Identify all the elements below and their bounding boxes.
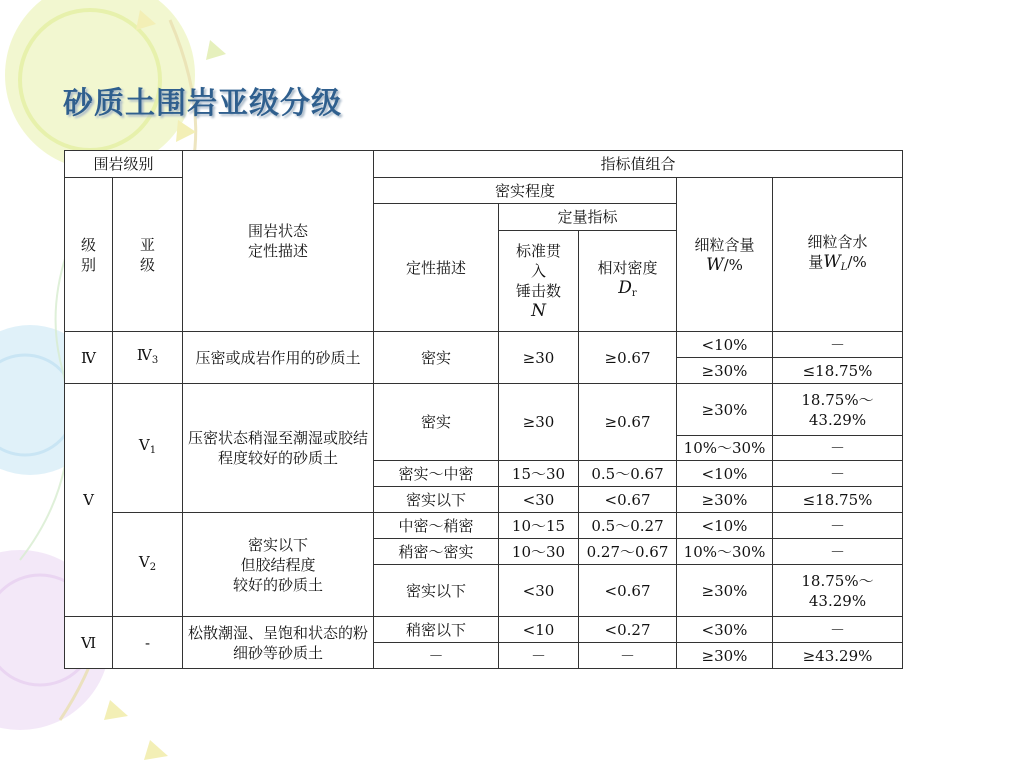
fines-cell: ≥30% [677,643,773,669]
fines-cell: <10% [677,461,773,487]
n-cell: ≥30 [499,384,579,461]
dr-cell: ≥0.67 [579,332,677,384]
water-cell: － [773,539,903,565]
fines-cell: ≥30% [677,487,773,513]
qual-cell: 密实 [374,332,499,384]
dr-cell: 0.5～0.67 [579,461,677,487]
dr-cell: 0.5～0.27 [579,513,677,539]
n-cell: <10 [499,617,579,643]
fines-cell: ≥30% [677,358,773,384]
fines-cell: ≥30% [677,384,773,436]
grade-cell: Ⅳ [65,332,113,384]
water-cell: － [773,513,903,539]
fines-cell: <30% [677,617,773,643]
water-cell: ≤18.75% [773,487,903,513]
water-cell: － [773,332,903,358]
header-subgrade: 亚 级 [113,178,183,332]
fines-cell: 10%～30% [677,436,773,461]
n-cell: <30 [499,565,579,617]
desc-cell: 松散潮湿、呈饱和状态的粉细砂等砂质土 [183,617,374,669]
subgrade-cell: $Ⅳ_3$ [113,332,183,384]
header-grade: 级 别 [65,178,113,332]
n-cell: <30 [499,487,579,513]
grade-cell: Ⅴ [65,384,113,617]
header-rel-density: 相对密度 $D_r$ [579,231,677,332]
dr-cell: <0.67 [579,565,677,617]
qual-cell: 中密～稍密 [374,513,499,539]
header-spt: 标准贯 入 锤击数 N [499,231,579,332]
dr-cell: <0.67 [579,487,677,513]
qual-cell: 密实以下 [374,565,499,617]
water-cell: － [773,436,903,461]
n-cell: － [499,643,579,669]
fines-cell: 10%～30% [677,539,773,565]
dr-cell: 0.27～0.67 [579,539,677,565]
header-rock-grade: 围岩级别 [65,151,183,178]
n-cell: ≥30 [499,332,579,384]
grade-cell: Ⅵ [65,617,113,669]
header-quant-index: 定量指标 [499,204,677,231]
header-fines-water: 细粒含水 量$W_L/\%$ [773,178,903,332]
table-row [65,513,903,539]
table-row [65,384,903,436]
n-cell: 15～30 [499,461,579,487]
qual-cell: 稍密以下 [374,617,499,643]
water-cell: 18.75%～43.29% [773,384,903,436]
subgrade-cell: $Ⅴ_1$ [113,384,183,513]
header-compactness: 密实程度 [374,178,677,204]
fines-cell: ≥30% [677,565,773,617]
n-cell: 10～30 [499,539,579,565]
fines-cell: <10% [677,332,773,358]
qual-cell: － [374,643,499,669]
header-state-desc: 围岩状态 定性描述 [183,151,374,332]
water-cell: 18.75%～43.29% [773,565,903,617]
water-cell: ≥43.29% [773,643,903,669]
fines-cell: <10% [677,513,773,539]
qual-cell: 密实 [374,384,499,461]
subgrade-cell: $Ⅴ_2$ [113,513,183,617]
header-row [65,151,903,178]
water-cell: － [773,617,903,643]
water-cell: － [773,461,903,487]
header-qual-desc: 定性描述 [374,204,499,332]
dr-cell: － [579,643,677,669]
header-index-combo: 指标值组合 [374,151,903,178]
subgrade-cell: - [113,617,183,669]
n-cell: 10～15 [499,513,579,539]
qual-cell: 密实以下 [374,487,499,513]
desc-cell: 密实以下 但胶结程度 较好的砂质土 [183,513,374,617]
qual-cell: 稍密～密实 [374,539,499,565]
table-row [65,617,903,643]
qual-cell: 密实～中密 [374,461,499,487]
soil-classification-table [64,150,903,669]
desc-cell: 压密状态稍湿至潮湿或胶结程度较好的砂质土 [183,384,374,513]
page-title: 砂质土围岩亚级分级 [63,86,342,121]
dr-cell: <0.27 [579,617,677,643]
water-cell: ≤18.75% [773,358,903,384]
dr-cell: ≥0.67 [579,384,677,461]
desc-cell: 压密或成岩作用的砂质土 [183,332,374,384]
table-row [65,332,903,358]
header-fines: 细粒含量 W/% [677,178,773,332]
